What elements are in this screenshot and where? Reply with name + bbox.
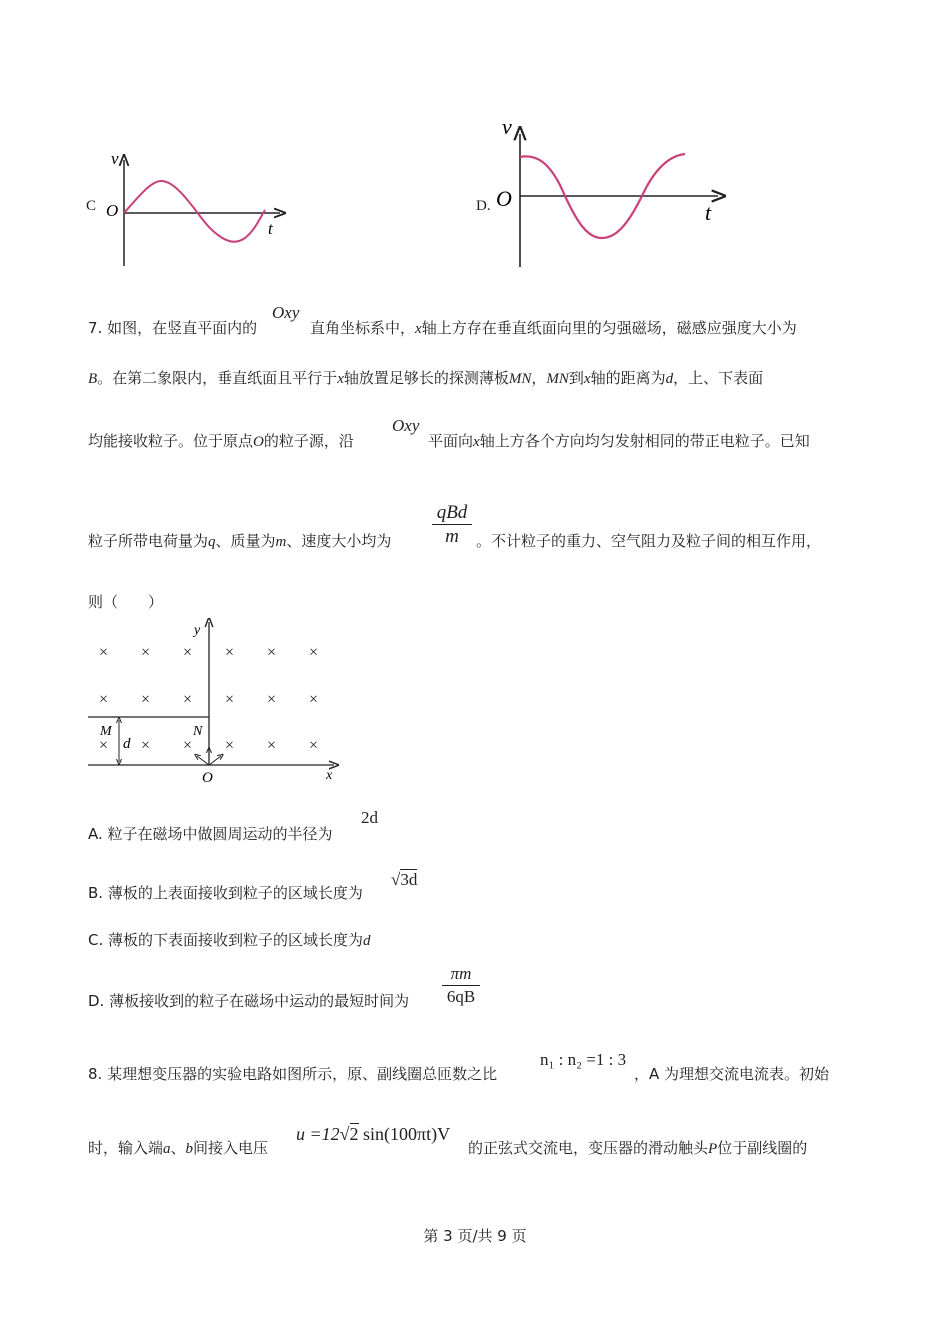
field-cross-mark: × — [309, 644, 319, 661]
field-cross-mark: × — [183, 691, 193, 708]
graph-d-t-label: t — [705, 200, 712, 225]
page-footer: 第 3 页/共 9 页 — [423, 1227, 527, 1245]
graph-d-v-label: v — [502, 114, 512, 139]
graph-c-origin-label: O — [106, 201, 119, 220]
q7-line-4: 粒子所带电荷量为q、质量为m、速度大小均为 — [88, 532, 392, 550]
q7-magnetic-field-figure — [86, 618, 346, 788]
option-c-label: C — [86, 198, 97, 214]
q8-line-1b: ，A 为理想交流电流表。初始 — [634, 1065, 830, 1083]
q8-line-1: 8. 某理想变压器的实验电路如图所示，原、副线圈总匝数之比 — [88, 1065, 498, 1083]
q7-option-d-denominator: 6qB — [442, 985, 480, 1008]
q7-line-1: 7. 如图，在竖直平面内的 — [88, 319, 258, 337]
graph-d — [490, 112, 730, 272]
field-cross-mark: × — [225, 737, 235, 754]
q7-option-a: A. 粒子在磁场中做圆周运动的半径为 — [88, 825, 333, 843]
q7-speed-denominator: m — [432, 524, 472, 549]
q7-x-label: x — [326, 768, 333, 783]
q7-option-d-fraction — [442, 963, 480, 1008]
q8-line-2: 时，输入端a、b间接入电压 — [88, 1139, 269, 1157]
q7-oxy-1: Oxy — [272, 303, 300, 322]
q8-voltage-expression: u =12√2 sin(100πt)V — [296, 1124, 451, 1144]
field-cross-mark: × — [309, 691, 319, 708]
graph-c-v-label: v — [111, 150, 119, 168]
q7-emit-arrow-right — [209, 756, 221, 765]
field-cross-mark: × — [141, 737, 151, 754]
q7-speed-numerator: qBd — [436, 502, 468, 523]
field-cross-mark: × — [267, 691, 277, 708]
q8-line-2b: 的正弦式交流电，变压器的滑动触头P位于副线圈的 — [468, 1139, 808, 1157]
q7-line-2: B。在第二象限内，垂直纸面且平行于x轴放置足够长的探测薄板MN，MN到x轴的距离为d，上、下表面 — [88, 369, 764, 387]
q7-line-1b: 直角坐标系中，x轴上方存在垂直纸面向里的匀强磁场，磁感应强度大小为 — [310, 319, 797, 337]
field-cross-mark: × — [141, 691, 151, 708]
q7-speed-fraction — [432, 502, 472, 549]
q7-line-4b: 。不计粒子的重力、空气阻力及粒子间的相互作用， — [476, 532, 822, 550]
field-cross-mark: × — [99, 691, 109, 708]
q7-option-b-value: √3d — [391, 870, 418, 889]
field-cross-mark: × — [183, 737, 193, 754]
q7-option-d-numerator: πm — [450, 964, 472, 983]
field-cross-mark: × — [99, 737, 109, 754]
q7-origin-label: O — [202, 770, 213, 786]
sqrt-icon: √ — [391, 870, 401, 889]
q7-option-c: C. 薄板的下表面接收到粒子的区域长度为d — [88, 931, 371, 949]
q7-y-label: y — [194, 623, 201, 638]
graph-d-origin-label: O — [496, 186, 512, 211]
q7-line-5: 则（ ） — [88, 593, 164, 611]
field-cross-mark: × — [141, 644, 151, 661]
q7-d-label: d — [123, 736, 131, 752]
q7-m-label: M — [100, 724, 112, 739]
q7-oxy-2: Oxy — [392, 416, 420, 435]
graph-c — [100, 150, 290, 270]
graph-c-curve — [124, 181, 265, 242]
q7-option-a-value: 2d — [361, 808, 378, 827]
q7-emit-arrow-left — [197, 756, 209, 765]
q7-n-label: N — [193, 724, 203, 739]
field-cross-mark: × — [183, 644, 193, 661]
q7-option-d: D. 薄板接收到的粒子在磁场中运动的最短时间为 — [88, 992, 410, 1010]
field-cross-mark: × — [99, 644, 109, 661]
q7-option-b: B. 薄板的上表面接收到粒子的区域长度为 — [88, 884, 363, 902]
graph-c-t-label: t — [268, 219, 273, 238]
field-cross-mark: × — [225, 644, 235, 661]
field-cross-mark: × — [309, 737, 319, 754]
q7-line-3b: 平面向x轴上方各个方向均匀发射相同的带正电粒子。已知 — [428, 432, 810, 450]
field-cross-mark: × — [267, 737, 277, 754]
q7-line-3: 均能接收粒子。位于原点O的粒子源，沿 — [88, 432, 354, 450]
field-cross-mark: × — [267, 644, 277, 661]
field-cross-mark: × — [225, 691, 235, 708]
option-d-label: D. — [476, 198, 491, 214]
sqrt-icon: √ — [339, 1124, 350, 1144]
q8-ratio: n₁ : n₂ =1 : 3 — [540, 1050, 627, 1069]
